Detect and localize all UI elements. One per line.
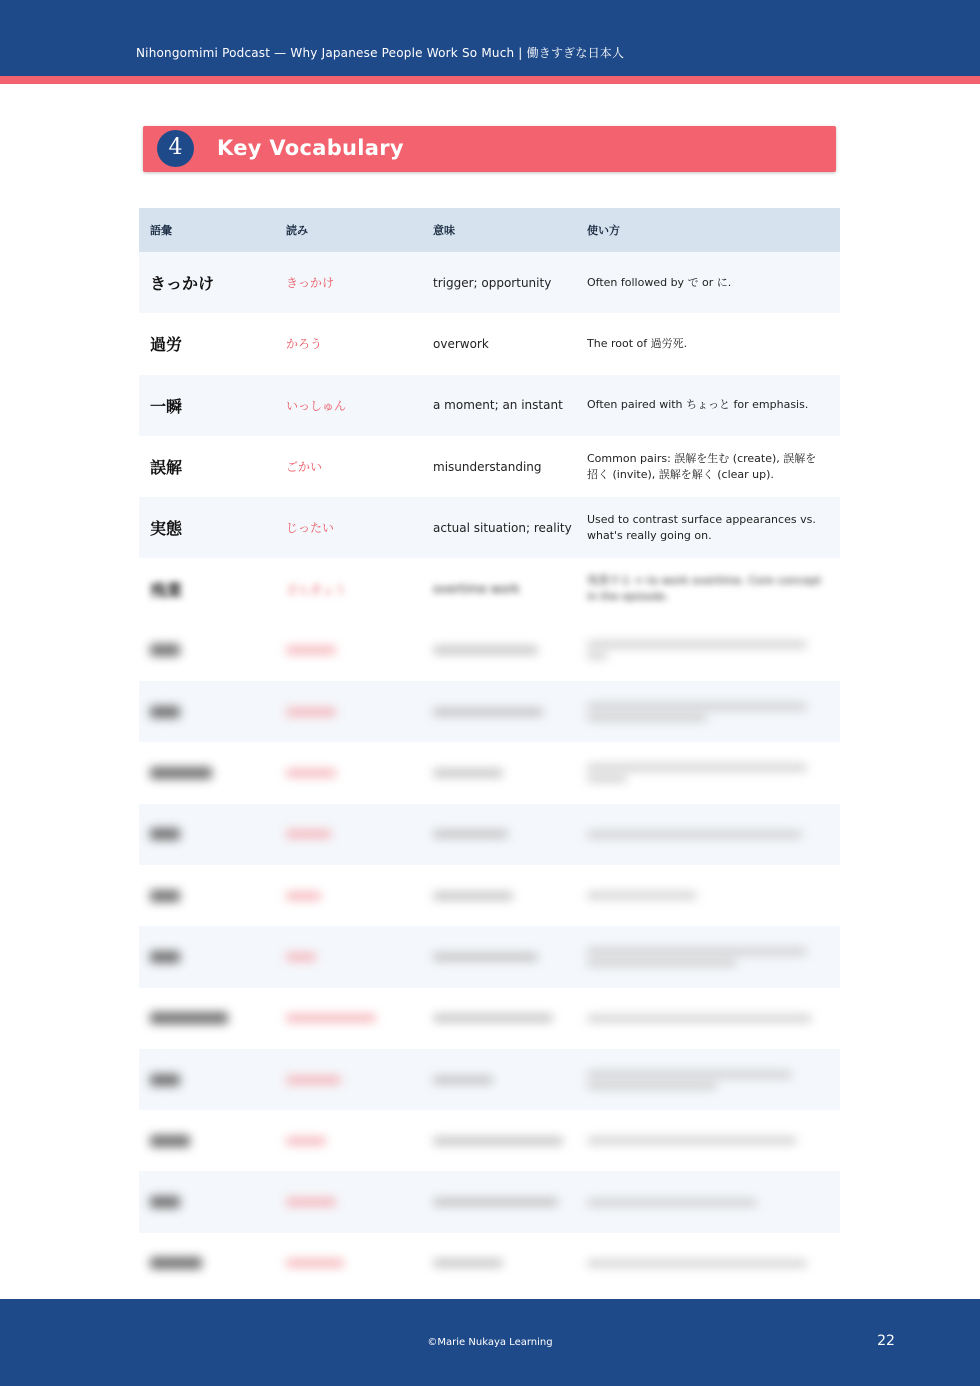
table-row — [139, 1171, 840, 1232]
vocab-meaning-placeholder — [433, 953, 587, 961]
vocab-reading: いっしゅん — [286, 398, 347, 413]
document-header-title: Nihongomimi Podcast — Why Japanese People Work So Much | 働きすぎな日本人 — [136, 46, 625, 60]
vocabulary-table — [139, 208, 840, 1294]
vocab-meaning-placeholder — [433, 769, 587, 777]
vocab-reading: じったい — [286, 521, 335, 536]
table-row — [139, 1110, 840, 1171]
vocab-word-placeholder — [139, 1012, 286, 1024]
vocab-reading: ごかい — [286, 460, 323, 475]
vocab-meaning-placeholder — [433, 1259, 587, 1267]
vocab-usage-placeholder — [587, 1067, 840, 1093]
vocab-word-placeholder — [139, 1196, 286, 1208]
vocab-meaning: actual situation; reality — [433, 520, 572, 535]
vocab-usage-placeholder — [587, 699, 840, 725]
vocab-word: 誤解 — [150, 458, 183, 478]
vocab-usage-placeholder — [587, 1195, 840, 1210]
vocab-meaning: trigger; opportunity — [433, 275, 552, 290]
vocab-reading-placeholder — [286, 646, 433, 654]
table-row — [139, 252, 840, 313]
section-title: Key Vocabulary — [217, 136, 404, 160]
vocab-usage: Common pairs: 誤解を生む (create), 誤解を招く (invite), 誤解を解く (clear up). — [587, 451, 817, 481]
vocab-meaning-placeholder — [433, 1076, 587, 1084]
table-row — [139, 988, 840, 1049]
vocab-reading: きっかけ — [286, 276, 335, 291]
vocab-usage-placeholder — [587, 888, 840, 903]
table-row — [139, 1233, 840, 1294]
vocab-reading-placeholder — [286, 830, 433, 838]
vocab-usage: Often followed by で or に. — [587, 275, 732, 289]
table-row — [139, 620, 840, 681]
table-row — [139, 865, 840, 926]
table-row — [139, 742, 840, 803]
vocab-meaning-placeholder — [433, 1198, 587, 1206]
vocab-reading: かろう — [286, 337, 323, 352]
vocab-word: 残業 — [150, 580, 183, 600]
vocab-reading-placeholder — [286, 1259, 433, 1267]
column-header-usage: 使い方 — [587, 224, 620, 237]
column-header-word: 語彙 — [150, 224, 172, 237]
header-accent-stripe — [0, 76, 980, 84]
vocab-usage-placeholder — [587, 827, 840, 842]
table-row — [139, 375, 840, 436]
vocab-word-placeholder — [139, 890, 286, 902]
vocab-usage-placeholder — [587, 760, 840, 786]
vocab-word-placeholder — [139, 828, 286, 840]
table-row — [139, 1049, 840, 1110]
vocab-meaning-placeholder — [433, 646, 587, 654]
vocab-reading-placeholder — [286, 1198, 433, 1206]
vocab-meaning-placeholder — [433, 1014, 587, 1022]
vocab-meaning: a moment; an instant — [433, 398, 563, 413]
column-header-meaning: 意味 — [433, 224, 455, 237]
vocab-word-placeholder — [139, 1135, 286, 1147]
vocab-reading: ざんぎょう — [286, 582, 347, 597]
vocab-word: 過労 — [150, 335, 183, 355]
table-row — [139, 681, 840, 742]
vocab-word-placeholder — [139, 951, 286, 963]
table-row — [139, 497, 840, 558]
table-header-row — [139, 208, 840, 252]
vocab-reading-placeholder — [286, 1076, 433, 1084]
vocab-reading-placeholder — [286, 769, 433, 777]
vocab-meaning-placeholder — [433, 892, 587, 900]
section-number-badge: 4 — [157, 130, 194, 167]
vocab-usage: Used to contrast surface appearances vs. what's really going on. — [587, 512, 816, 542]
vocab-reading-placeholder — [286, 1137, 433, 1145]
table-body — [139, 252, 840, 620]
vocab-word: きっかけ — [150, 274, 215, 294]
vocab-usage-placeholder — [587, 944, 840, 970]
vocab-meaning-placeholder — [433, 830, 587, 838]
header-bar — [0, 0, 980, 76]
vocab-reading-placeholder — [286, 953, 433, 961]
vocab-meaning-placeholder — [433, 1137, 587, 1145]
vocab-usage-placeholder — [587, 1133, 840, 1148]
vocab-word-placeholder — [139, 644, 286, 656]
vocab-reading-placeholder — [286, 708, 433, 716]
vocab-meaning-placeholder — [433, 708, 587, 716]
table-row — [139, 926, 840, 987]
vocab-meaning: misunderstanding — [433, 459, 542, 474]
vocab-usage: Often paired with ちょっと for emphasis. — [587, 398, 809, 412]
vocab-word-placeholder — [139, 706, 286, 718]
vocab-word-placeholder — [139, 1257, 286, 1269]
blurred-preview-rows — [139, 620, 840, 1294]
vocab-usage: 残業する = to work overtime. Core concept in the episode. — [587, 574, 822, 604]
table-row — [139, 436, 840, 497]
vocab-reading-placeholder — [286, 1014, 433, 1022]
vocab-usage-placeholder — [587, 1011, 840, 1026]
page-number: 22 — [877, 1333, 895, 1349]
table-row — [139, 313, 840, 374]
vocab-word-placeholder — [139, 1074, 286, 1086]
table-row — [139, 804, 840, 865]
vocab-usage-placeholder — [587, 637, 840, 663]
footer-copyright: ©Marie Nukaya Learning — [427, 1337, 553, 1348]
table-row — [139, 558, 840, 619]
vocab-usage: The root of 過労死. — [587, 336, 688, 350]
vocab-word: 実態 — [150, 519, 183, 539]
vocab-meaning: overwork — [433, 336, 489, 351]
vocab-word: 一瞬 — [150, 396, 183, 416]
column-header-reading: 読み — [286, 224, 308, 237]
vocab-reading-placeholder — [286, 892, 433, 900]
vocab-meaning: overtime work — [433, 582, 520, 597]
vocab-word-placeholder — [139, 767, 286, 779]
vocab-usage-placeholder — [587, 1256, 840, 1271]
